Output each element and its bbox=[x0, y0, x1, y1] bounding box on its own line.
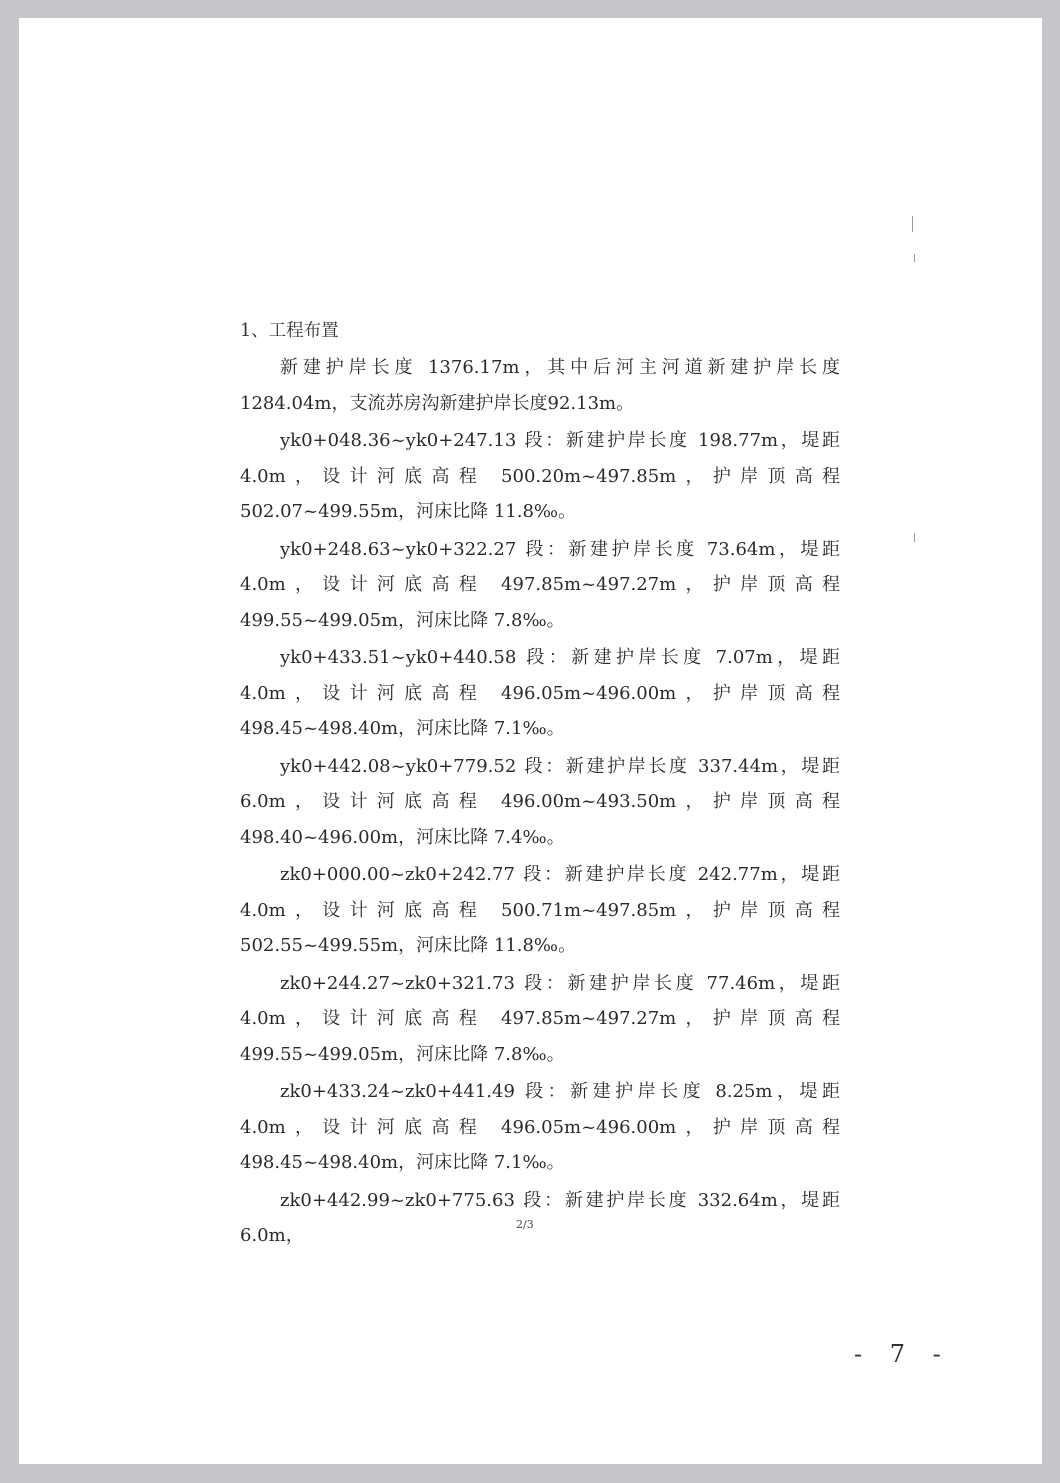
paragraph: yk0+248.63~yk0+322.27 段：新建护岸长度 73.64m，堤距 4.0m，设计河底高程 497.85m~497.27m，护岸顶高程 499.55~499.05m，河床比降 7.8‰。 bbox=[240, 538, 840, 631]
paragraph: yk0+048.36~yk0+247.13 段：新建护岸长度 198.77m，堤距 4.0m，设计河底高程 500.20m~497.85m，护岸顶高程 502.07~499.55m，河床比降 11.8‰。 bbox=[240, 430, 840, 522]
document-body bbox=[240, 314, 840, 1256]
paragraph: zk0+442.99~zk0+775.63 段：新建护岸长度 332.64m，堤距 6.0m， bbox=[240, 1189, 840, 1246]
page-number: - 7 - bbox=[854, 1340, 951, 1368]
inner-page-label: 2/3 bbox=[516, 1218, 534, 1231]
paragraph: yk0+442.08~yk0+779.52 段：新建护岸长度 337.44m，堤距 6.0m，设计河底高程 496.00m~493.50m，护岸顶高程 498.40~496.00m，河床比降 7.4‰。 bbox=[240, 755, 840, 848]
document-page bbox=[19, 18, 1042, 1464]
paragraph: 新建护岸长度 1376.17m，其中后河主河道新建护岸长度1284.04m，支流苏房沟新建护岸长度92.13m。 bbox=[240, 357, 840, 414]
paragraph: yk0+433.51~yk0+440.58 段：新建护岸长度 7.07m，堤距 4.0m，设计河底高程 496.05m~496.00m，护岸顶高程 498.45~498.40m，河床比降 7.1‰。 bbox=[240, 647, 840, 739]
scan-mark bbox=[914, 254, 915, 262]
paragraph: zk0+000.00~zk0+242.77 段：新建护岸长度 242.77m，堤距 4.0m，设计河底高程 500.71m~497.85m，护岸顶高程 502.55~499.55m，河床比降 11.8‰。 bbox=[240, 864, 840, 956]
section-heading: 1、工程布置 bbox=[240, 321, 339, 341]
paragraph: zk0+244.27~zk0+321.73 段：新建护岸长度 77.46m，堤距 4.0m，设计河底高程 497.85m~497.27m，护岸顶高程 499.55~499.05m，河床比降 7.8‰。 bbox=[240, 972, 840, 1065]
scan-mark bbox=[914, 533, 915, 542]
scan-mark bbox=[912, 216, 913, 232]
paragraph: zk0+433.24~zk0+441.49 段：新建护岸长度 8.25m，堤距 4.0m，设计河底高程 496.05m~496.00m，护岸顶高程 498.45~498.40m，河床比降 7.1‰。 bbox=[240, 1081, 840, 1173]
